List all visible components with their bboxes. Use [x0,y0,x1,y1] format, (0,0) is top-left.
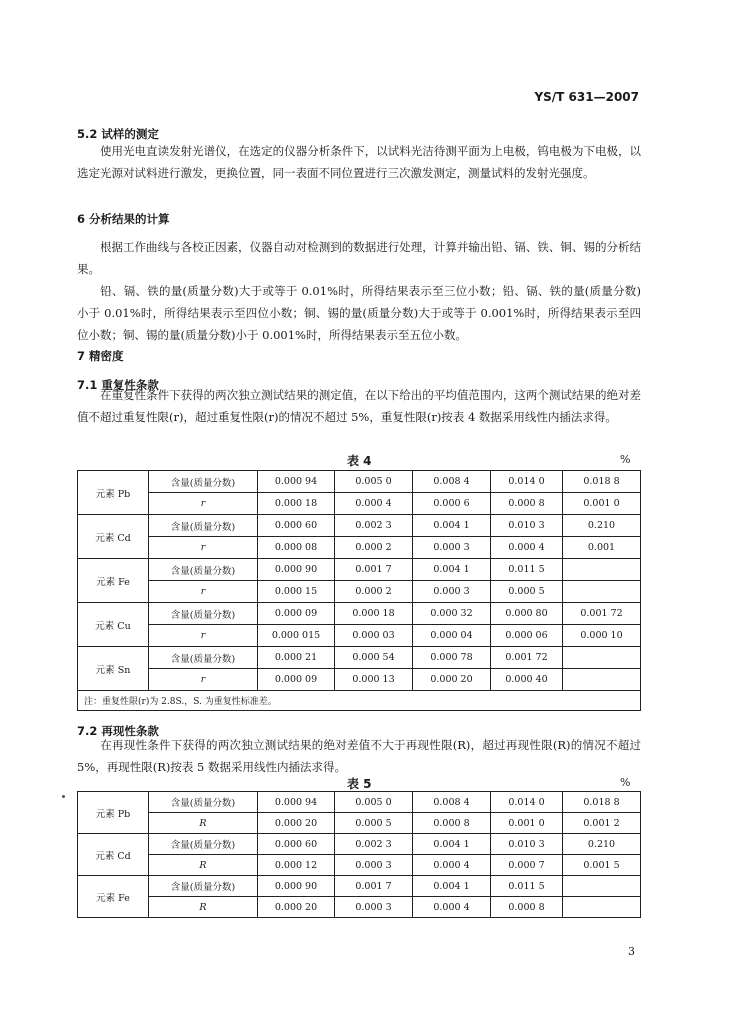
content-value: 0.000 54 [335,647,413,669]
content-value: 0.005 0 [335,792,413,813]
content-value: 0.010 3 [491,515,563,537]
scan-speck [62,795,65,798]
limit-label: R [149,897,258,918]
content-value: 0.001 7 [335,876,413,897]
limit-value: 0.000 5 [335,813,413,834]
content-value: 0.000 94 [258,471,335,493]
limit-value: 0.000 15 [258,581,335,603]
content-value: 0.011 5 [491,559,563,581]
content-value: 0.000 94 [258,792,335,813]
content-value: 0.000 21 [258,647,335,669]
content-value: 0.005 0 [335,471,413,493]
limit-value: 0.000 015 [258,625,335,647]
section-6-paragraph-1: 根据工作曲线与各校正因素，仪器自动对检测到的数据进行处理，计算并输出铅、镉、铁、铜、锡的分析结果。 [77,240,641,276]
limit-value: 0.000 8 [413,813,491,834]
limit-value: 0.000 4 [413,855,491,876]
table-row [78,647,641,669]
element-label: 元素 Fe [78,876,149,918]
section-5-2-paragraph: 使用光电直读发射光谱仪，在选定的仪器分析条件下，以试料光洁待测平面为上电极，钨电极为下电极，以选定光源对试料进行激发，更换位置，同一表面不同位置进行三次激发测定，测量试料的发射光强度。 [77,144,641,180]
limit-label: r [149,669,258,691]
limit-value: 0.000 8 [491,493,563,515]
limit-value: 0.000 12 [258,855,335,876]
limit-value [563,897,641,918]
limit-value: 0.000 06 [491,625,563,647]
table-4 [77,470,641,711]
table-row [78,581,641,603]
limit-value [563,581,641,603]
section-5-2-heading: 5.2 试样的测定 [77,127,159,141]
content-value: 0.004 1 [413,559,491,581]
limit-value [563,669,641,691]
limit-value: 0.000 7 [491,855,563,876]
limit-value: 0.001 5 [563,855,641,876]
limit-value: 0.000 40 [491,669,563,691]
limit-value: 0.000 18 [258,493,335,515]
limit-value: 0.000 20 [258,897,335,918]
table-row [78,515,641,537]
limit-value: 0.000 20 [413,669,491,691]
limit-value: 0.000 09 [258,669,335,691]
table-row [78,669,641,691]
table-row [78,855,641,876]
limit-value: 0.000 3 [335,855,413,876]
table-4-unit: % [620,453,631,466]
content-label: 含量(质量分数) [149,792,258,813]
limit-value: 0.000 5 [491,581,563,603]
table-note-row [78,691,641,711]
limit-value: 0.000 2 [335,537,413,559]
content-value: 0.014 0 [491,792,563,813]
section-7-heading: 7 精密度 [77,349,124,363]
content-label: 含量(质量分数) [149,603,258,625]
limit-value: 0.001 [563,537,641,559]
element-label: 元素 Pb [78,471,149,515]
table-5 [77,791,641,918]
section-6-heading: 6 分析结果的计算 [77,212,170,226]
section-6-paragraph-2: 铅、镉、铁的量(质量分数)大于或等于 0.01%时，所得结果表示至三位小数；铅、镉、铁的量(质量分数)小于 0.01%时，所得结果表示至四位小数；铜、锡的量(质量分数)大于或等于 0.001%时，所得结果表示至四位小数；铜、锡的量(质量分数)小于 0.001%时，所得结果表示至五位小数。 [77,284,641,342]
table-5-unit: % [620,776,631,789]
content-value: 0.018 8 [563,471,641,493]
limit-value: 0.001 0 [563,493,641,515]
limit-value: 0.000 4 [335,493,413,515]
content-value [563,559,641,581]
content-label: 含量(质量分数) [149,834,258,855]
limit-value: 0.000 4 [413,897,491,918]
limit-value: 0.000 8 [491,897,563,918]
table-row [78,792,641,813]
element-label: 元素 Cu [78,603,149,647]
limit-label: R [149,813,258,834]
section-7-1-heading: 7.1 重复性条款 [77,378,159,392]
content-value: 0.004 1 [413,876,491,897]
content-value: 0.004 1 [413,834,491,855]
section-7-1-paragraph: 在重复性条件下获得的两次独立测试结果的测定值，在以下给出的平均值范围内，这两个测试结果的绝对差值不超过重复性限(r)，超过重复性限(r)的情况不超过 5%，重复性限(r)按表 4 数据采用线性内插法求得。 [77,388,641,424]
table-row [78,625,641,647]
content-value: 0.002 3 [335,515,413,537]
content-value: 0.000 18 [335,603,413,625]
section-7-2-heading: 7.2 再现性条款 [77,724,159,738]
content-label: 含量(质量分数) [149,876,258,897]
content-value [563,647,641,669]
limit-label: r [149,493,258,515]
content-value: 0.001 72 [491,647,563,669]
content-label: 含量(质量分数) [149,471,258,493]
table-row [78,537,641,559]
section-7-2-paragraph: 在再现性条件下获得的两次独立测试结果的绝对差值不大于再现性限(R)，超过再现性限(R)的情况不超过 5%，再现性限(R)按表 5 数据采用线性内插法求得。 [77,738,641,774]
content-value: 0.000 80 [491,603,563,625]
content-value: 0.000 32 [413,603,491,625]
element-label: 元素 Cd [78,515,149,559]
element-label: 元素 Pb [78,792,149,834]
limit-value: 0.000 08 [258,537,335,559]
limit-value: 0.000 6 [413,493,491,515]
content-value: 0.000 60 [258,834,335,855]
limit-value: 0.000 3 [413,537,491,559]
content-value: 0.001 72 [563,603,641,625]
table-5-caption: 表 5 [347,777,372,791]
table-row [78,559,641,581]
content-value: 0.000 90 [258,876,335,897]
limit-value: 0.000 10 [563,625,641,647]
limit-value: 0.000 4 [491,537,563,559]
limit-label: R [149,855,258,876]
table-row [78,603,641,625]
limit-value: 0.001 0 [491,813,563,834]
content-label: 含量(质量分数) [149,559,258,581]
limit-value: 0.000 2 [335,581,413,603]
content-value: 0.000 60 [258,515,335,537]
content-value: 0.018 8 [563,792,641,813]
limit-value: 0.000 04 [413,625,491,647]
table-row [78,493,641,515]
table-row [78,834,641,855]
content-value: 0.010 3 [491,834,563,855]
content-value: 0.000 09 [258,603,335,625]
limit-label: r [149,625,258,647]
content-value: 0.210 [563,515,641,537]
page-number: 3 [628,945,635,958]
content-value: 0.011 5 [491,876,563,897]
content-value: 0.008 4 [413,792,491,813]
limit-value: 0.000 03 [335,625,413,647]
limit-value: 0.000 13 [335,669,413,691]
limit-label: r [149,537,258,559]
table-row [78,813,641,834]
table-4-caption: 表 4 [347,454,372,468]
document-code: YS/T 631—2007 [534,90,639,104]
content-value: 0.000 78 [413,647,491,669]
limit-value: 0.000 20 [258,813,335,834]
content-value: 0.014 0 [491,471,563,493]
element-label: 元素 Fe [78,559,149,603]
table-row [78,897,641,918]
table-row [78,471,641,493]
content-value: 0.004 1 [413,515,491,537]
content-value: 0.000 90 [258,559,335,581]
table-row [78,876,641,897]
content-value [563,876,641,897]
content-value: 0.210 [563,834,641,855]
content-label: 含量(质量分数) [149,647,258,669]
limit-value: 0.001 2 [563,813,641,834]
limit-value: 0.000 3 [413,581,491,603]
content-label: 含量(质量分数) [149,515,258,537]
content-value: 0.001 7 [335,559,413,581]
limit-label: r [149,581,258,603]
element-label: 元素 Cd [78,834,149,876]
element-label: 元素 Sn [78,647,149,691]
limit-value: 0.000 3 [335,897,413,918]
table-note: 注：重复性限(r)为 2.8S.，S. 为重复性标准差。 [78,691,641,711]
content-value: 0.002 3 [335,834,413,855]
content-value: 0.008 4 [413,471,491,493]
